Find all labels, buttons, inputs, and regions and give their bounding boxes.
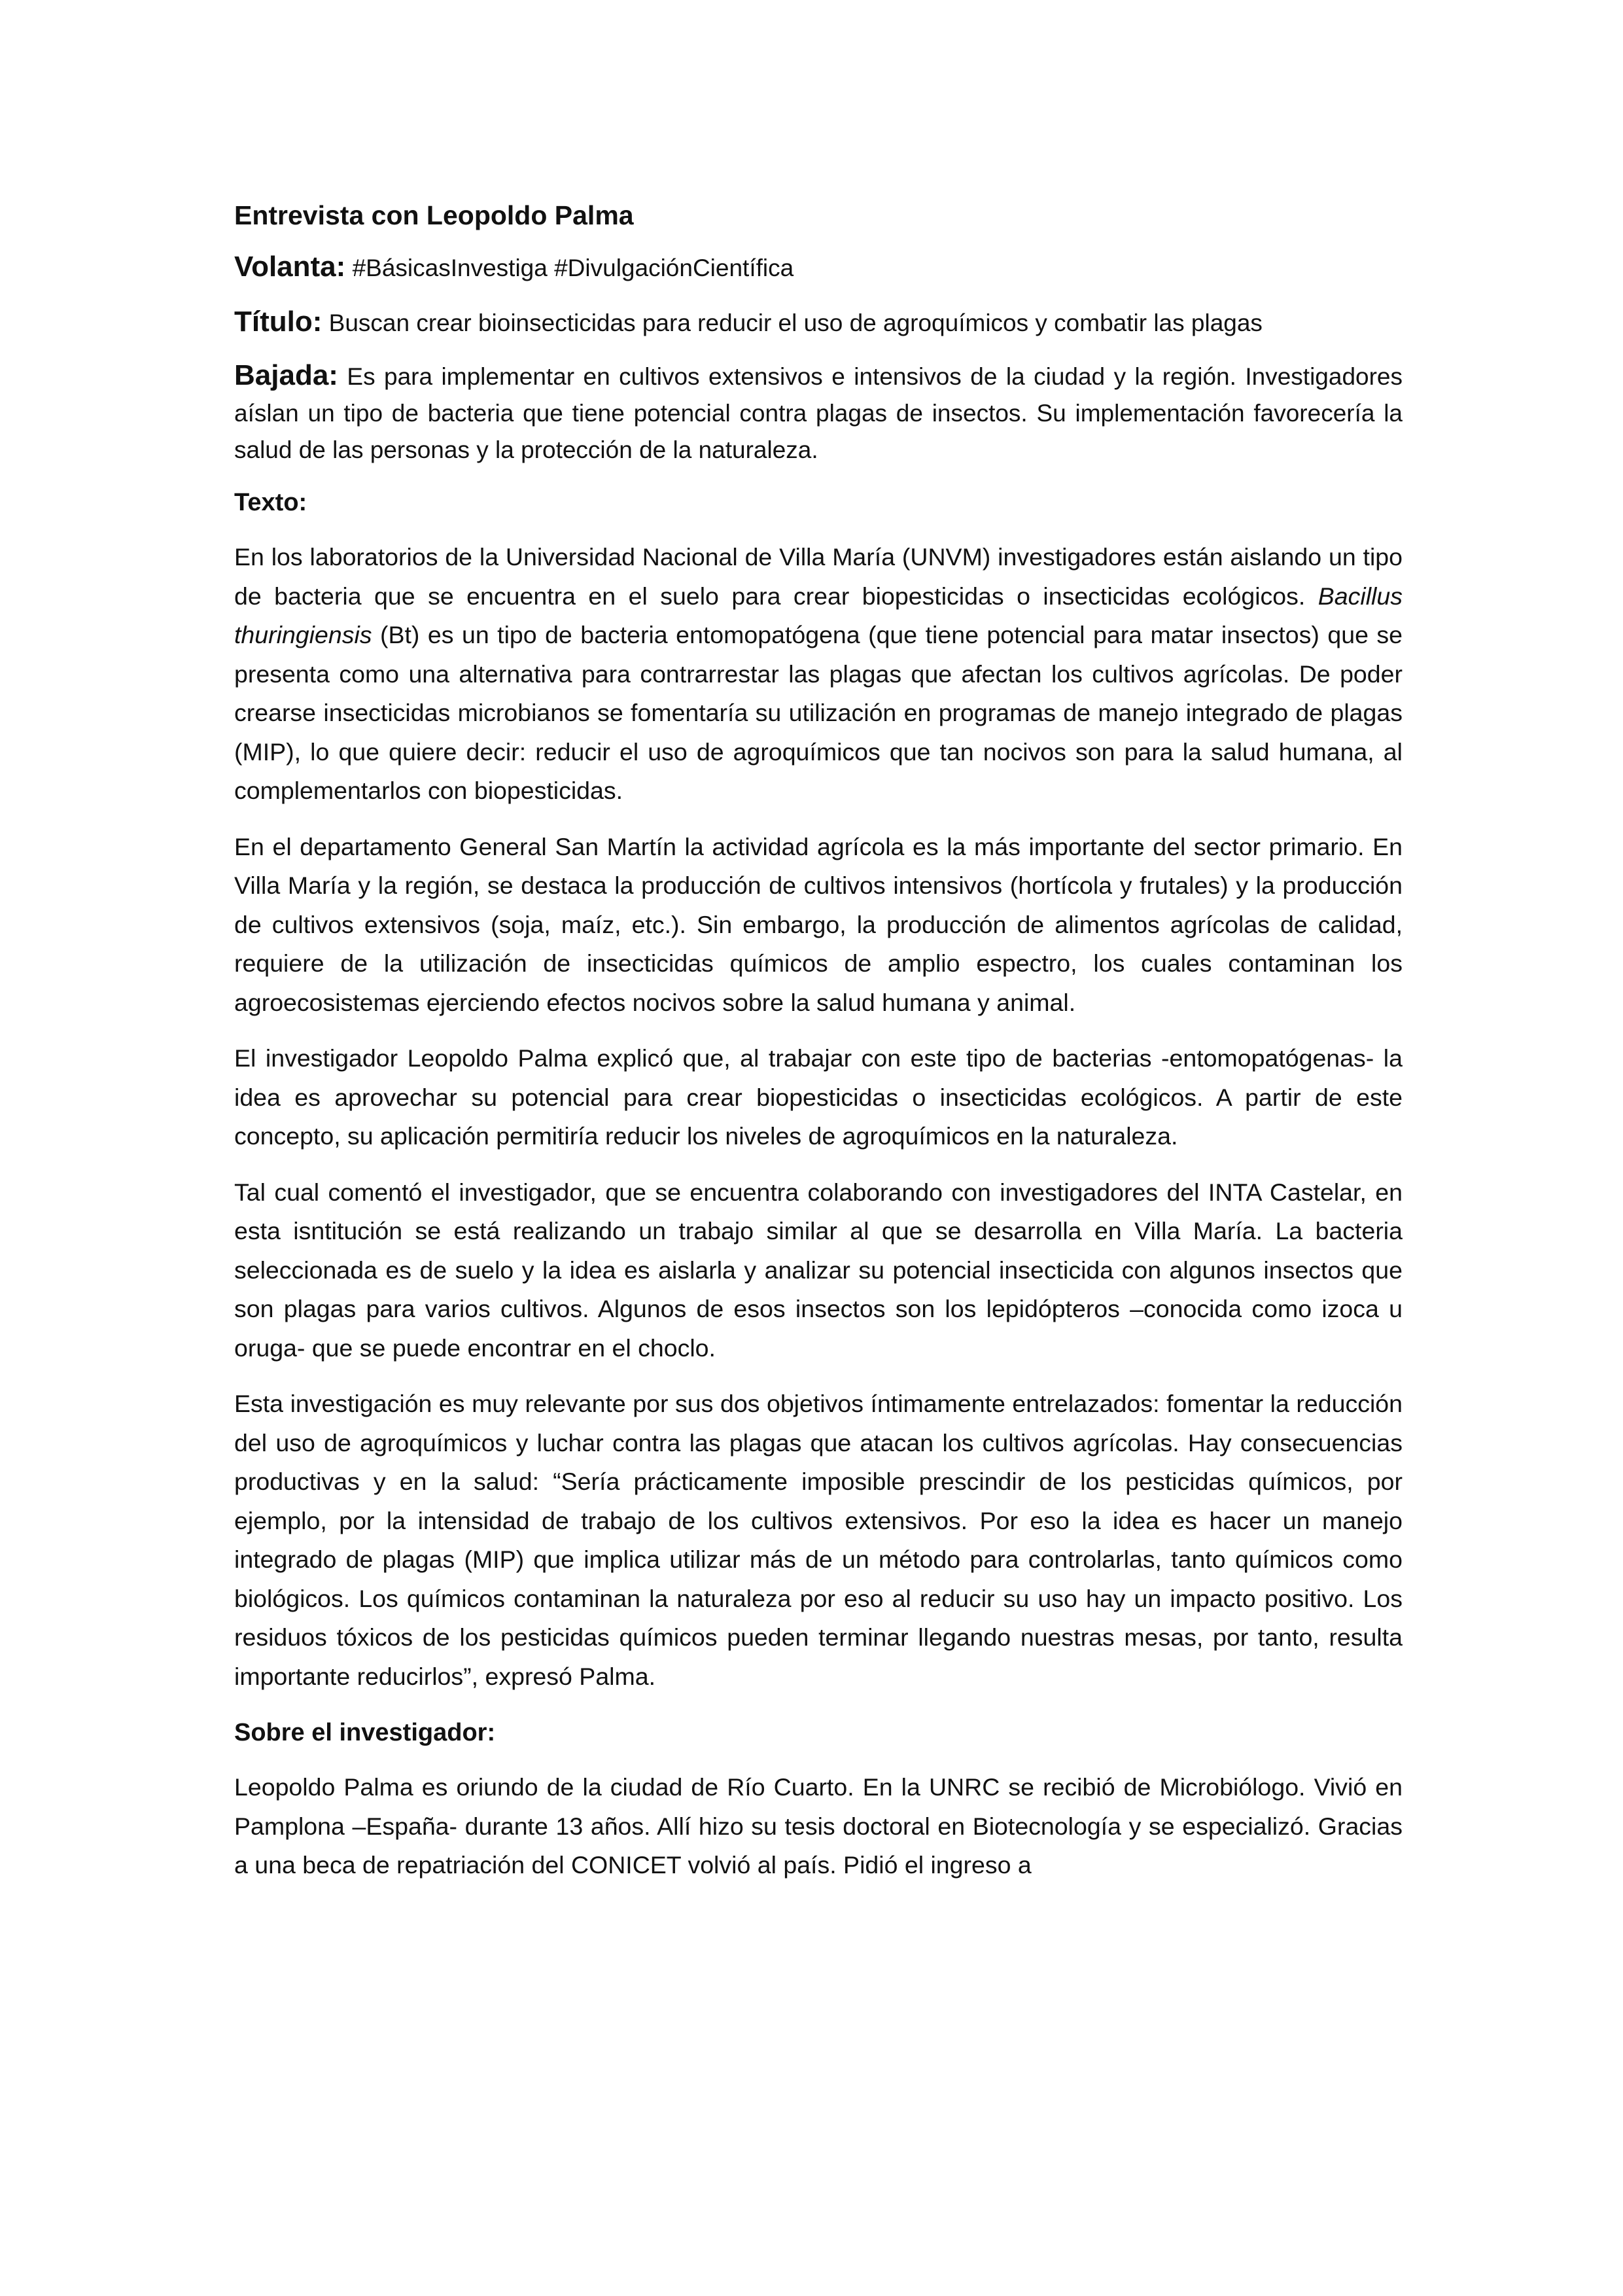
titulo-label: Título: [234, 306, 323, 338]
paragraph-2: En el departamento General San Martín la actividad agrícola es la más importante del sector primario. En Villa María y la región, se destaca la producción de cultivos intensivos (hortícola y frutales) y la producción de cultivos extensivos (soja, maíz, etc.). Sin embargo, la producción de alimentos agrícolas de calidad, requiere de la utilización de insecticidas químicos de amplio espectro, los cuales contaminan los agroecosistemas ejerciendo efectos nocivos sobre la salud humana y animal. [234, 832, 1403, 1016]
paragraph-5: Esta investigación es muy relevante por sus dos objetivos íntimamente entrelazados: fomentar la reducción del uso de agroquímicos y luchar contra las plagas que atacan los cultivos agrícolas. Hay consecuencias productivas y en la salud: “Sería prácticamente imposible prescindir de los pesticidas químicos, por ejemplo, por la intensidad de trabajo de los cultivos extensivos. Por eso la idea es hacer un manejo integrado de plagas (MIP) que implica utilizar más de un método para controlarlas, tanto químicos como biológicos. Los químicos contaminan la naturaleza por eso al reducir su uso hay un impacto positivo. Los residuos tóxicos de los pesticidas químicos pueden terminar llegando nuestras mesas, por tanto, resulta importante reducirlos”, expresó Palma. [234, 1390, 1403, 1690]
sobre-investigador-heading: Sobre el investigador: [234, 1719, 496, 1746]
volanta-value: #BásicasInvestiga #DivulgaciónCientífica [345, 255, 794, 281]
titulo-value: Buscan crear bioinsecticidas para reducir el uso de agroquímicos y combatir las plagas [322, 309, 1263, 336]
bajada-value: Es para implementar en cultivos extensivos e intensivos de la ciudad y la región. Investigadores aíslan un tipo de bacteria que tiene potencial contra plagas de insectos. Su implementación favorecería la salud de las personas y la protección de la naturaleza. [234, 363, 1403, 463]
species-name: Bacillus thuringiensis [234, 582, 1403, 648]
titulo-field [234, 302, 1403, 343]
bajada-label: Bajada: [234, 359, 338, 391]
volanta-field [234, 247, 1403, 288]
paragraph-1-part-a: En los laboratorios de la Universidad Nacional de Villa María (UNVM) investigadores están aislando un tipo de bacteria que se encuentra en el suelo para crear biopesticidas o insecticidas ecológicos. [234, 543, 1403, 610]
volanta-label: Volanta: [234, 251, 346, 283]
sobre-investigador-paragraph: Leopoldo Palma es oriundo de la ciudad de Río Cuarto. En la UNRC se recibió de Microbiólogo. Vivió en Pamplona –España- durante 13 años. Allí hizo su tesis doctoral en Biotecnología y se especializó. Gracias a una beca de repatriación del CONICET volvió al país. Pidió el ingreso a [234, 1773, 1403, 1879]
paragraph-1-part-b: (Bt) es un tipo de bacteria entomopatógena (que tiene potencial para matar insectos) que se presenta como una alternativa para contrarrestar las plagas que afectan los cultivos agrícolas. De poder crearse insecticidas microbianos se fomentaría su utilización en programas de manejo integrado de plagas (MIP), lo que quiere decir: reducir el uso de agroquímicos que tan nocivos son para la salud humana, al complementarlos con biopesticidas. [234, 621, 1403, 804]
paragraph-4: Tal cual comentó el investigador, que se encuentra colaborando con investigadores del INTA Castelar, en esta isntitución se está realizando un trabajo similar al que se desarrolla en Villa María. La bacteria seleccionada es de suelo y la idea es aislarla y analizar su potencial insecticida con algunos insectos que son plagas para varios cultivos. Algunos de esos insectos son los lepidópteros –conocida como izoca u oruga- que se puede encontrar en el choclo. [234, 1178, 1403, 1362]
texto-heading: Texto: [234, 489, 307, 516]
bajada-field [234, 357, 1403, 468]
document-page [234, 195, 1403, 1902]
paragraph-1 [234, 538, 1403, 811]
paragraph-3: El investigador Leopoldo Palma explicó que, al trabajar con este tipo de bacterias -entomopatógenas- la idea es aprovechar su potencial para crear biopesticidas o insecticidas ecológicos. A partir de este concepto, su aplicación permitiría reducir los niveles de agroquímicos en la naturaleza. [234, 1044, 1403, 1150]
document-title: Entrevista con Leopoldo Palma [234, 200, 634, 230]
